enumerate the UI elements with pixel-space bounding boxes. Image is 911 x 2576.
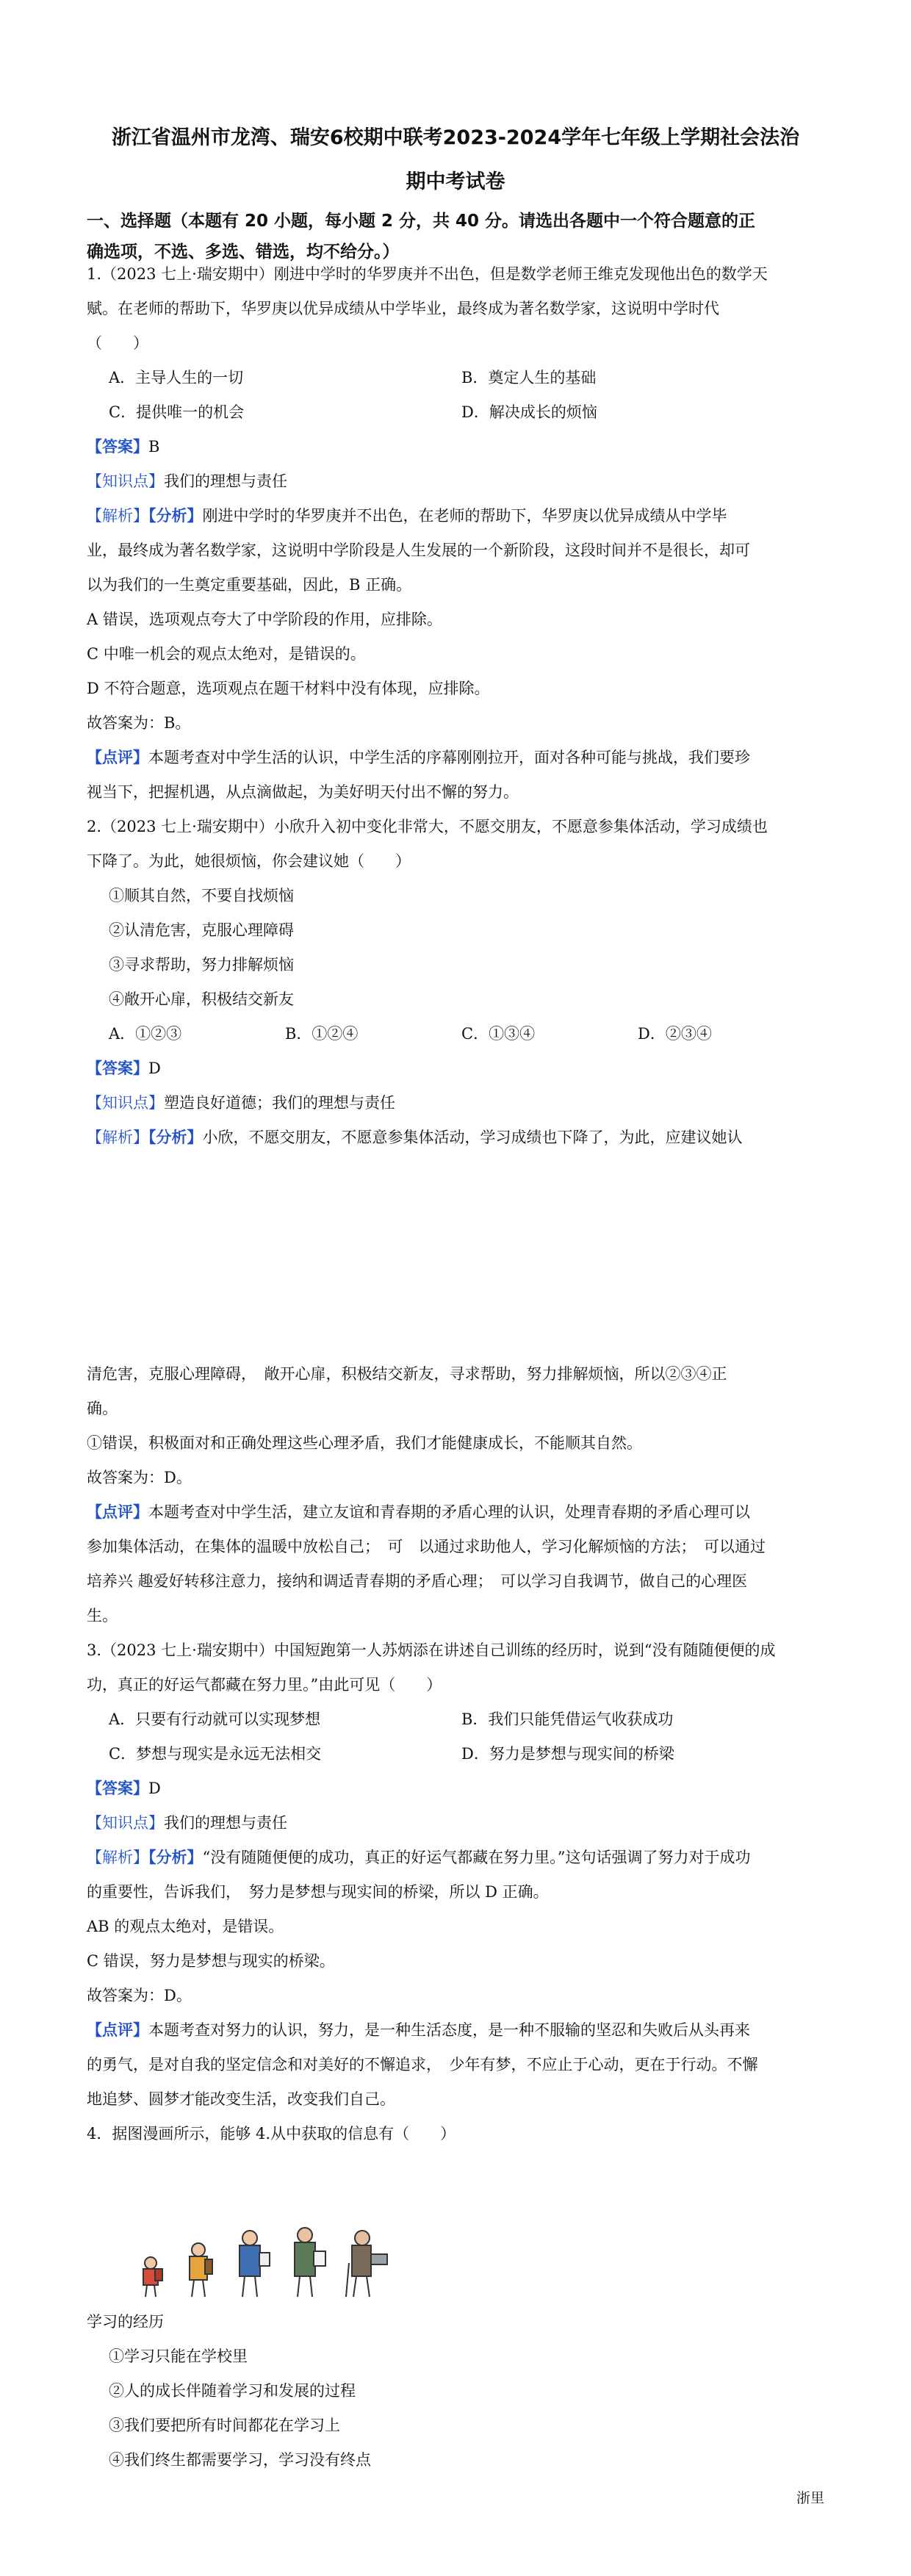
q3-stem-line2: 功，真正的好运气都藏在努力里。”由此可见（ ） xyxy=(87,1676,442,1694)
q2-answer-value: D xyxy=(148,1059,161,1077)
q1-option-a: A．主导人生的一切 xyxy=(109,369,244,386)
q3-comment-line2: 的勇气，是对自我的坚定信念和对美好的不懈追求， 少年有梦，不应止于心动，更在于行动。不懈 xyxy=(87,2056,758,2073)
q3-point-value: 我们的理想与责任 xyxy=(164,1814,287,1832)
q1-stem-line2: 赋。在老师的帮助下，华罗庚以优异成绩从中学毕业，最终成为著名数学家，这说明中学时代 xyxy=(87,300,719,317)
q3-option-b: B．我们只能凭借运气收获成功 xyxy=(461,1710,674,1728)
q3-option-a: A．只要有行动就可以实现梦想 xyxy=(109,1710,321,1728)
q4-item-1: ①学习只能在学校里 xyxy=(109,2347,248,2365)
q2-option-c: C．①③④ xyxy=(461,1025,536,1043)
q3-explanation-c: C 错误，努力是梦想与现实的桥梁。 xyxy=(87,1952,335,1970)
analysis-tag: 【解析】 xyxy=(87,507,148,525)
q4-stem-line1: 4．据图漫画所示，能够 4.从中获取的信息有（ ） xyxy=(87,2125,456,2143)
learning-stages-comic-image xyxy=(129,2219,400,2300)
q3-answer xyxy=(87,1777,829,1799)
q3-comment-line1 xyxy=(87,2019,829,2041)
q2-knowledge-point xyxy=(87,1092,829,1114)
q1-explanation-a: A 错误，选项观点夸大了中学阶段的作用，应排除。 xyxy=(87,611,442,628)
figure-child xyxy=(143,2257,162,2297)
q3-analysis-line1 xyxy=(87,1846,829,1868)
q3-final-answer: 故答案为：D。 xyxy=(87,1987,192,2004)
q2-item-2: ②认清危害，克服心理障碍 xyxy=(109,921,294,939)
q3-option-d: D．努力是梦想与现实间的桥梁 xyxy=(461,1745,674,1763)
q1-analysis-line2: 业，最终成为著名数学家，这说明中学阶段是人生发展的一个新阶段，这段时间并不是很长，却可 xyxy=(87,542,750,559)
q2-option-b: B．①②④ xyxy=(285,1025,359,1043)
q2-analysis-text1: 小欣，不愿交朋友，不愿意参集体活动，学习成绩也下降了，为此，应建议她认 xyxy=(202,1129,743,1146)
q2-stem-line1: 2.（2023 七上·瑞安期中）小欣升入初中变化非常大，不愿交朋友，不愿意参集体活动，学习成绩也 xyxy=(87,818,768,835)
q2-option-d: D．②③④ xyxy=(638,1025,712,1043)
q2-analysis-line3: 确。 xyxy=(87,1400,118,1417)
analysis-tag: 【解析】 xyxy=(87,1849,148,1866)
q1-option-d: D．解决成长的烦恼 xyxy=(461,403,597,421)
q3-option-c: C．梦想与现实是永远无法相交 xyxy=(109,1745,322,1763)
q3-stem-line1: 3.（2023 七上·瑞安期中）中国短跑第一人苏炳添在讲述自己训练的经历时，说到“没有随随便便的成 xyxy=(87,1641,776,1659)
q3-analysis-text1: “没有随随便便的成功，真正的好运气都藏在努力里。”这句话强调了努力对于成功 xyxy=(202,1849,751,1866)
q3-knowledge-point xyxy=(87,1812,829,1834)
q1-option-c: C．提供唯一的机会 xyxy=(109,403,245,421)
answer-tag: 【答案】 xyxy=(87,1059,148,1077)
q3-analysis-line2: 的重要性，告诉我们， 努力是梦想与现实间的桥梁，所以 D 正确。 xyxy=(87,1883,549,1901)
figure-teen xyxy=(190,2243,212,2297)
figure-middle-aged xyxy=(295,2228,325,2297)
q1-comment-line1 xyxy=(87,746,829,769)
analysis-sub-tag: 【分析】 xyxy=(148,1129,203,1146)
q2-item-3: ③寻求帮助，努力排解烦恼 xyxy=(109,956,294,974)
q3-comment-line3: 地追梦、圆梦才能改变生活，改变我们自己。 xyxy=(87,2090,395,2108)
q2-point-value: 塑造良好道德；我们的理想与责任 xyxy=(164,1094,395,1112)
comment-tag: 【点评】 xyxy=(87,1503,148,1521)
q4-comic-caption: 学习的经历 xyxy=(87,2313,164,2331)
knowledge-point-tag: 【知识点】 xyxy=(87,1814,164,1832)
q1-point-value: 我们的理想与责任 xyxy=(164,472,287,490)
q1-comment-line2: 视当下，把握机遇，从点滴做起，为美好明天付出不懈的努力。 xyxy=(87,783,519,801)
q1-answer xyxy=(87,436,829,458)
q1-analysis-line1 xyxy=(87,505,829,527)
knowledge-point-tag: 【知识点】 xyxy=(87,472,164,490)
q2-stem-line2: 下降了。为此，她很烦恼，你会建议她（ ） xyxy=(87,852,411,870)
q2-comment-line1 xyxy=(87,1501,829,1523)
q4-item-3: ③我们要把所有时间都花在学习上 xyxy=(109,2417,340,2434)
q2-item-1: ①顺其自然，不要自找烦恼 xyxy=(109,887,294,904)
q1-knowledge-point xyxy=(87,470,829,492)
q1-final-answer: 故答案为：B。 xyxy=(87,714,191,732)
exam-title-line1: 浙江省温州市龙湾、瑞安6校期中联考2023-2024学年七年级上学期社会法治 xyxy=(111,126,800,149)
q3-explanation-ab: AB 的观点太绝对，是错误。 xyxy=(87,1918,284,1935)
q1-analysis-line3: 以为我们的一生奠定重要基础，因此，B 正确。 xyxy=(87,576,412,594)
figure-adult xyxy=(240,2231,270,2297)
q2-comment-line2: 参加集体活动，在集体的温暖中放松自己； 可 以通过求助他人，学习化解烦恼的方法； 可以通过 xyxy=(87,1538,766,1555)
q4-item-2: ②人的成长伴随着学习和发展的过程 xyxy=(109,2382,356,2400)
comment-tag: 【点评】 xyxy=(87,749,148,766)
q2-analysis-line2: 清危害，克服心理障碍， 敞开心扉，积极结交新友，寻求帮助，努力排解烦恼，所以②③④正 xyxy=(87,1365,727,1383)
q2-comment-text1: 本题考查对中学生活，建立友谊和青春期的矛盾心理的认识，处理青春期的矛盾心理可以 xyxy=(148,1503,750,1521)
q2-comment-line3: 培养兴 趣爱好转移注意力，接纳和调适青春期的矛盾心理； 可以学习自我调节，做自己的心理医 xyxy=(87,1572,748,1590)
q2-answer xyxy=(87,1057,829,1079)
knowledge-point-tag: 【知识点】 xyxy=(87,1094,164,1112)
q1-stem-line1: 1.（2023 七上·瑞安期中）刚进中学时的华罗庚并不出色，但是数学老师王维克发现他出色的数学天 xyxy=(87,265,768,283)
q1-explanation-c: C 中唯一机会的观点太绝对，是错误的。 xyxy=(87,645,366,663)
q2-item-4: ④敞开心扉，积极结交新友 xyxy=(109,990,294,1008)
q1-comment-text1: 本题考查对中学生活的认识，中学生活的序幕刚刚拉开，面对各种可能与挑战，我们要珍 xyxy=(148,749,750,766)
q4-item-4: ④我们终生都需要学习，学习没有终点 xyxy=(109,2451,371,2469)
q1-analysis-text1: 刚进中学时的华罗庚并不出色，在老师的帮助下，华罗庚以优异成绩从中学毕 xyxy=(202,507,727,525)
q1-stem-line3: （ ） xyxy=(87,334,148,352)
q2-final-answer: 故答案为：D。 xyxy=(87,1469,192,1486)
analysis-sub-tag: 【分析】 xyxy=(148,1849,203,1866)
q2-comment-line4: 生。 xyxy=(87,1607,118,1625)
section-heading-line2: 确选项，不选、多选、错选，均不给分。） xyxy=(87,242,400,262)
section-heading-line1: 一、选择题（本题有 20 小题，每小题 2 分，共 40 分。请选出各题中一个符合题意的正 xyxy=(87,212,756,231)
comment-tag: 【点评】 xyxy=(87,2021,148,2039)
exam-title-line2: 期中考试卷 xyxy=(406,170,505,193)
q1-answer-value: B xyxy=(148,438,160,456)
analysis-sub-tag: 【分析】 xyxy=(148,507,203,525)
q2-explanation-1: ①错误，积极面对和正确处理这些心理矛盾，我们才能健康成长，不能顺其自然。 xyxy=(87,1434,642,1452)
q3-comment-text1: 本题考查对努力的认识，努力，是一种生活态度，是一种不服输的坚忍和失败后从头再来 xyxy=(148,2021,750,2039)
q2-analysis-line1 xyxy=(87,1126,829,1148)
q3-answer-value: D xyxy=(148,1780,161,1797)
analysis-tag: 【解析】 xyxy=(87,1129,148,1146)
q2-option-a: A．①②③ xyxy=(109,1025,182,1043)
answer-tag: 【答案】 xyxy=(87,1780,148,1797)
page-footer: 浙里 xyxy=(796,2490,824,2506)
q1-option-b: B．奠定人生的基础 xyxy=(461,369,597,386)
answer-tag: 【答案】 xyxy=(87,438,148,456)
q1-explanation-d: D 不符合题意，选项观点在题干材料中没有体现，应排除。 xyxy=(87,680,490,697)
figure-elderly xyxy=(346,2231,387,2297)
